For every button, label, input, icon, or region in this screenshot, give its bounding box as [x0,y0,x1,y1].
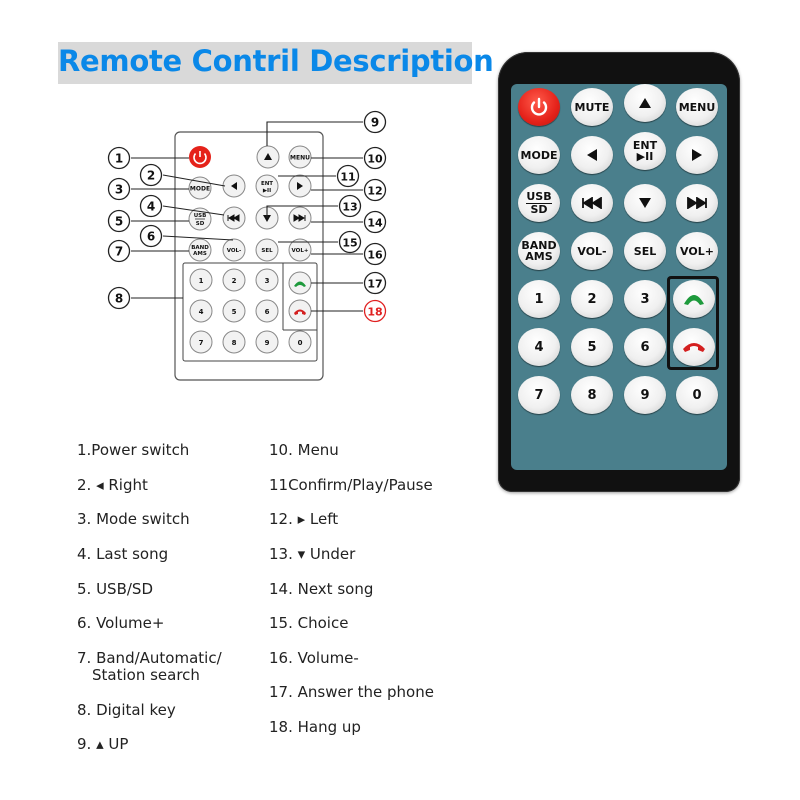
schematic-svg [0,0,494,400]
right-arrow-icon [691,148,703,162]
desc-choice: 15. Choice [269,614,349,632]
desc-up: 9. ▴ UP [77,735,129,753]
schematic-digit-7-label: 7 [198,339,204,347]
callout-16: 16 [367,248,383,262]
ent-label: ENT [632,139,658,152]
schematic-vol-plus-label: VOL+ [291,248,309,254]
answer-call-button [673,280,715,318]
desc-left: 12. ▸ Left [269,510,339,528]
prev-track-button [571,184,613,222]
desc-band: 7. Band/Automatic/ [77,649,222,667]
schematic-ent-label: ENT [260,181,274,187]
desc-volume-plus: 6. Volume+ [77,614,165,632]
mode-button: MODE [518,136,560,174]
usb-sd-button [518,184,560,222]
play-pause-label: ▶II [636,150,654,163]
schematic-digit-2-label: 2 [231,277,237,285]
schematic-digit-1-label: 1 [198,277,204,285]
schematic-digit-0-label: 0 [297,339,303,347]
desc-right: 2. ◂ Right [77,476,148,494]
callout-4: 4 [146,199,156,214]
schematic-play-label: ▶II [262,188,272,194]
vol-minus-button: VOL- [571,232,613,270]
page-title: Remote Contril Description [58,44,494,78]
callout-10: 10 [367,152,383,166]
callout-9: 9 [370,115,380,130]
down-arrow-icon [638,197,652,209]
callout-11: 11 [340,170,356,184]
digit-7-button: 7 [518,376,560,414]
hang-up-button [673,328,715,366]
power-button [518,88,560,126]
menu-button: MENU [676,88,718,126]
callout-18: 18 [367,305,383,319]
schematic-digit-8-label: 8 [231,339,237,347]
sel-button: SEL [624,232,666,270]
right-button [676,136,718,174]
schematic-digit-4-label: 4 [198,308,204,316]
schematic-vol-minus-label: VOL- [226,248,242,254]
next-track-icon [687,197,707,209]
usb-label: USB [526,190,552,203]
callout-14: 14 [367,216,383,230]
band-label: BAND [521,239,557,252]
callout-5: 5 [114,214,124,229]
desc-power-switch: 1.Power switch [77,441,190,459]
remote-control-photo [498,52,740,492]
schematic-menu-label: MENU [290,154,310,162]
up-button [624,84,666,122]
ams-label: AMS [525,250,553,263]
desc-digital-key: 8. Digital key [77,701,176,719]
desc-menu: 10. Menu [269,441,339,459]
desc-confirm: 11Confirm/Play/Pause [269,476,433,494]
vol-plus-button: VOL+ [676,232,718,270]
digit-2-button: 2 [571,280,613,318]
digit-5-button: 5 [571,328,613,366]
callout-17: 17 [367,277,383,291]
desc-answer: 17. Answer the phone [269,683,434,701]
callout-15: 15 [342,236,358,250]
callout-6: 6 [146,229,156,244]
phone-answer-icon [682,292,706,306]
callout-12: 12 [367,184,383,198]
desc-band-cont: Station search [92,666,200,684]
desc-under: 13. ▾ Under [269,545,356,563]
schematic-usb-label: USB [193,213,207,219]
schematic-digit-6-label: 6 [264,308,270,316]
power-icon [528,96,550,118]
left-arrow-icon [586,148,598,162]
desc-usb-sd: 5. USB/SD [77,580,153,598]
desc-volume-minus: 16. Volume- [269,649,359,667]
digit-1-button: 1 [518,280,560,318]
schematic-band-label: BAND [191,245,209,251]
schematic-sel-label: SEL [261,248,273,254]
schematic-digit-9-label: 9 [264,339,270,347]
schematic-sd-label: SD [195,221,205,227]
digit-6-button: 6 [624,328,666,366]
digit-0-button: 0 [676,376,718,414]
callout-7: 7 [114,244,124,259]
down-button [624,184,666,222]
callout-8: 8 [114,291,124,306]
up-arrow-icon [638,97,652,109]
remote-schematic [0,0,494,400]
next-track-button [676,184,718,222]
ent-play-button [624,132,666,170]
callout-2: 2 [146,168,156,183]
desc-mode-switch: 3. Mode switch [77,510,190,528]
callout-3: 3 [114,182,124,197]
digit-9-button: 9 [624,376,666,414]
callout-13: 13 [342,200,358,214]
desc-last-song: 4. Last song [77,545,169,563]
desc-next-song: 14. Next song [269,580,374,598]
prev-track-icon [582,197,602,209]
schematic-mode-label: MODE [189,185,211,193]
phone-hangup-icon [682,341,706,353]
sd-label: SD [530,203,548,216]
mute-button: MUTE [571,88,613,126]
callout-1: 1 [114,151,124,166]
digit-8-button: 8 [571,376,613,414]
schematic-digit-5-label: 5 [231,308,237,316]
digit-3-button: 3 [624,280,666,318]
left-button [571,136,613,174]
schematic-digit-3-label: 3 [264,277,270,285]
desc-hang-up: 18. Hang up [269,718,361,736]
schematic-ams-label: AMS [193,251,207,257]
digit-4-button: 4 [518,328,560,366]
band-ams-button [518,232,560,270]
